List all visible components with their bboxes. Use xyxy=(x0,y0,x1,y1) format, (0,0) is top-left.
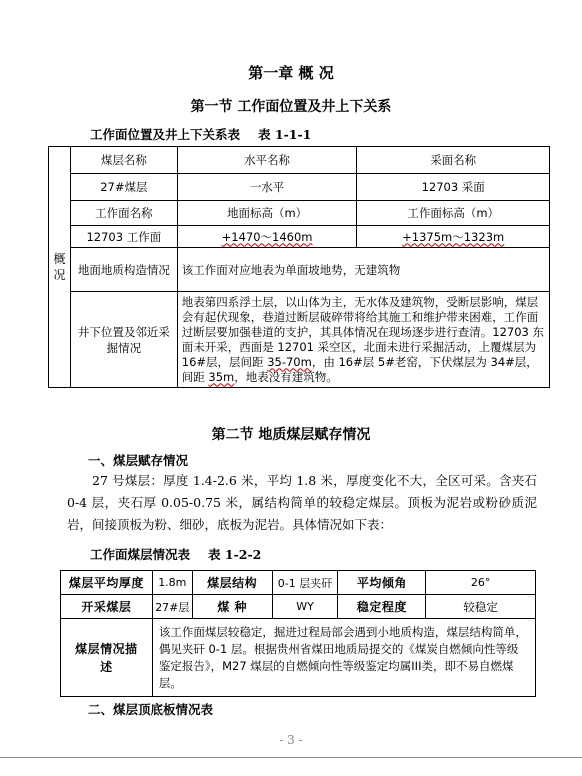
avg-dip-value: 26° xyxy=(426,571,536,595)
table-row xyxy=(61,571,536,595)
header-ground-elevation: 地面标高（m） xyxy=(177,201,357,226)
coal-type-value: WY xyxy=(272,595,338,619)
stability-label: 稳定程度 xyxy=(338,595,426,619)
mining-seam-value: 27#层 xyxy=(152,595,192,619)
underground-label: 井下位置及邻近采掘情况 xyxy=(70,292,177,388)
avg-dip-label: 平均倾角 xyxy=(338,571,426,595)
table-row xyxy=(49,226,550,248)
table-row xyxy=(49,174,550,201)
header-face-elevation: 工作面标高（m） xyxy=(357,201,550,226)
side-label: 概况 xyxy=(53,252,66,282)
header-work-face-name: 工作面名称 xyxy=(70,201,177,226)
chapter-title: 第一章 概 况 xyxy=(248,64,334,82)
header-level-name: 水平名称 xyxy=(177,147,357,174)
table-row xyxy=(49,248,550,292)
seam-value: 27#煤层 xyxy=(70,174,177,201)
subhead-seam-occurrence: 一、煤层赋存情况 xyxy=(88,453,189,468)
work-face-location-table xyxy=(48,146,550,388)
table-caption-2-text: 工作面煤层情况表 xyxy=(90,547,191,562)
ground-elevation-text: +1470～1460m xyxy=(221,229,313,244)
table-caption-1 xyxy=(90,125,311,143)
footer-rule xyxy=(0,757,582,758)
mining-seam-label: 开采煤层 xyxy=(61,595,153,619)
subhead-roof-floor: 二、煤层顶底板情况表 xyxy=(88,702,214,717)
header-seam-name: 煤层名称 xyxy=(70,147,177,174)
work-face-name-value: 12703 工作面 xyxy=(70,226,177,248)
structure-label: 煤层结构 xyxy=(192,571,272,595)
header-face-name: 采面名称 xyxy=(357,147,550,174)
avg-thickness-label: 煤层平均厚度 xyxy=(61,571,153,595)
page-number: - 3 - xyxy=(279,733,303,747)
coal-type-label: 煤 种 xyxy=(192,595,272,619)
table-row xyxy=(61,619,536,697)
table-caption-1-text: 工作面位置及井上下关系表 xyxy=(90,127,241,142)
section-title-1: 第一节 工作面位置及井上下关系 xyxy=(190,99,392,115)
seam-description-text: 该工作面煤层较稳定，掘进过程局部会遇到小地质构造，煤层结构简单，偶见夹矸 0-1 层。根据贵州省煤田地质局提交的《煤炭自燃倾向性等级鉴定报告》，M27 煤层的自燃倾向性等级鉴定均属III类，即不易自燃煤层。 xyxy=(152,619,535,697)
table-number-1: 表 1-1-1 xyxy=(258,127,312,142)
geo-structure-text: 该工作面对应地表为单面坡地势，无建筑物 xyxy=(177,248,549,292)
table-row xyxy=(49,292,550,388)
structure-value: 0-1 层夹矸 xyxy=(272,571,338,595)
face-value: 12703 采面 xyxy=(357,174,550,201)
seam-description-label: 煤层情况描述 xyxy=(61,619,153,697)
avg-thickness-value: 1.8m xyxy=(152,571,192,595)
table-row xyxy=(61,595,536,619)
geo-structure-label: 地面地质构造情况 xyxy=(70,248,177,292)
table-row xyxy=(49,201,550,226)
underground-text-3: ，由 16#层 5#老窑，下伏煤层为 34#层，间距 xyxy=(181,354,538,384)
table-row xyxy=(49,147,550,174)
seam-description-paragraph: 27 号煤层：厚度 1.4-2.6 米，平均 1.8 米，厚度变化不大，全区可采。含夹石 0-4 层，夹石厚 0.05-0.75 米，属结构简单的较稳定煤层。顶板为泥岩或粉砂质泥岩，间接顶板为粉、细砂，底板为泥岩。具体情况如下表： xyxy=(67,473,537,532)
side-label-cell xyxy=(49,147,71,388)
seam-condition-table xyxy=(60,570,536,697)
stability-value: 较稳定 xyxy=(426,595,536,619)
underground-text-5: ，地表没有建筑物。 xyxy=(234,369,338,384)
section-title-2: 第二节 地质煤层赋存情况 xyxy=(211,427,371,443)
underground-text-4: 35m xyxy=(208,369,235,384)
table-caption-2 xyxy=(90,545,261,563)
table-number-2: 表 1-2-2 xyxy=(208,547,262,562)
underground-text-2: 35-70m xyxy=(267,354,312,369)
face-elevation-value xyxy=(357,226,550,248)
level-value: 一水平 xyxy=(177,174,357,201)
underground-text xyxy=(177,292,549,388)
ground-elevation-value xyxy=(177,226,357,248)
face-elevation-text: +1375m～1323m xyxy=(402,229,505,244)
underground-text-1: 地表第四系浮土层，以山体为主，无水体及建筑物，受断层影响，煤层会有起伏现象，巷道过断层破碎带将给其施工和维护带来困难，工作面过断层要加强巷道的支护，其具体情况在现场逐步进行查清。12703 东面未开采，西面是 12701 采空区，北面未进行采掘活动，上覆煤层为 16#层，层间距 xyxy=(181,294,545,369)
